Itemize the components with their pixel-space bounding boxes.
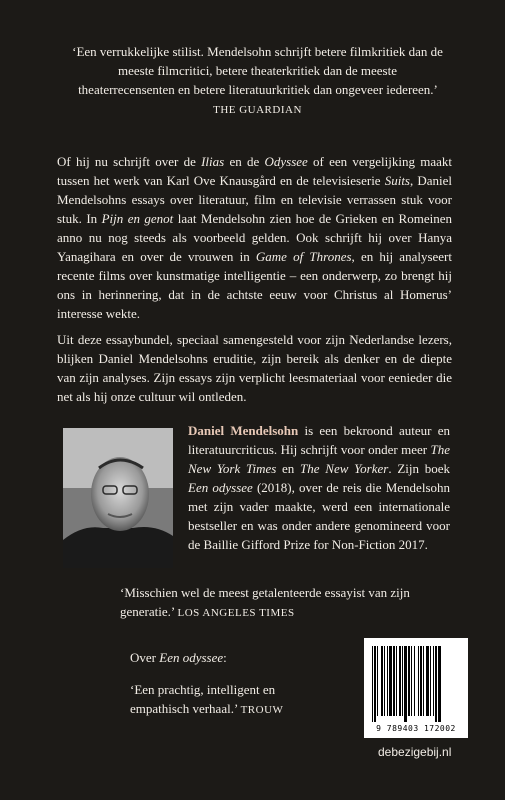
barcode-bars	[370, 646, 462, 722]
p1-text: , en hij analyseert recente films over kunstmatige intelligentie – een onderwerp, zo brengt hij ons in herinnering, dat in de achtste eeuw voor Christus al Homerus’ interesse wekte.	[57, 249, 452, 321]
author-name: Daniel Mendelsohn	[188, 423, 299, 438]
p1-text: Of hij nu schrijft over de	[57, 154, 202, 169]
quote-trouw-source: TROUW	[240, 704, 284, 716]
quote-la-times-source: LOS ANGELES TIMES	[177, 607, 295, 619]
p1-text: en de	[224, 154, 265, 169]
barcode-bar	[399, 646, 401, 716]
barcode-bar	[426, 646, 429, 716]
p1-title-ilias: Ilias	[201, 154, 225, 169]
barcode-bar	[393, 646, 395, 716]
barcode-bar	[396, 646, 397, 716]
odyssee-header-prefix: Over	[130, 650, 160, 665]
barcode-bar	[381, 646, 383, 716]
description-paragraph-1	[57, 152, 452, 323]
barcode-bar	[408, 646, 410, 716]
barcode-bar	[387, 646, 388, 716]
bio-text: is een bekroond auteur en literatuurcriticus. Hij schrijft voor onder meer	[188, 423, 450, 457]
barcode-bar	[418, 646, 419, 716]
barcode-bar	[433, 646, 434, 716]
description-paragraph-2: Uit deze essaybundel, speciaal samengesteld voor zijn Nederlandse lezers, blijken Daniel Mendelsohns eruditie, zijn bereik als denker en de diepte van zijn analyses. Zijn essays zijn verplicht leesmateriaal voor eenieder die net als hij onze cultuur wil ontleden.	[57, 332, 452, 404]
barcode-bar	[377, 646, 378, 716]
p1-title-suits: Suits	[384, 173, 410, 188]
barcode-bar	[384, 646, 385, 716]
author-bio	[188, 421, 450, 554]
quote-la-times-text: ‘Misschien wel de meest getalenteerde essayist van zijn generatie.’	[120, 585, 410, 619]
isbn-barcode	[364, 638, 468, 738]
barcode-bar	[411, 646, 412, 716]
odyssee-header-suffix: :	[223, 650, 227, 665]
bio-text: (2018), over de reis die Mendelsohn met zijn vader maakte, werd een internationale bestseller en was onder andere genomineerd voor de Baillie Gifford Prize for Non-Fiction 2017.	[188, 480, 451, 552]
barcode-bar	[389, 646, 392, 716]
barcode-bar	[420, 646, 422, 716]
isbn-number: 9 789403 172002	[376, 724, 456, 733]
p1-text: , Daniel Mendelsohns essays over literatuur, film en televisie verrassen stuk voor stuk. In	[57, 173, 453, 226]
p1-title-odyssee: Odyssee	[264, 154, 308, 169]
odyssee-header-title: Een odyssee	[159, 650, 224, 665]
top-quote	[70, 42, 445, 120]
barcode-bar	[402, 646, 403, 716]
quote-trouw	[130, 680, 330, 720]
bio-text: . Zijn boek	[388, 461, 450, 476]
author-photo	[63, 428, 173, 568]
odyssee-header	[130, 648, 350, 667]
author-portrait-image	[63, 428, 173, 568]
bio-text: en	[276, 461, 301, 476]
top-quote-source: THE GUARDIAN	[213, 104, 302, 116]
barcode-bar	[414, 646, 415, 716]
p1-title-pijn-en-genot: Pijn en genot	[101, 211, 174, 226]
quote-trouw-text: ‘Een prachtig, intelligent en empathisch verhaal.’	[130, 682, 276, 716]
quote-la-times	[120, 583, 420, 623]
bio-title-new-yorker: The New Yorker	[300, 461, 389, 476]
bio-title-nyt: The New York Times	[188, 442, 450, 476]
barcode-bar	[374, 646, 376, 722]
p1-title-game-of-thrones: Game of Thrones	[255, 249, 352, 264]
barcode-bar	[435, 646, 437, 722]
publisher-url: debezigebij.nl	[378, 745, 452, 759]
p1-text: laat Mendelsohn zien hoe de Grieken en Romeinen anno nu nog steeds als voorbeeld gelden. Ook schrijft hij over Hanya Yanagihara en over de vrouwen in	[57, 211, 452, 264]
bio-title-odyssee: Een odyssee	[188, 480, 253, 495]
barcode-bar	[372, 646, 373, 722]
barcode-bar	[404, 646, 407, 722]
barcode-bar	[438, 646, 441, 722]
barcode-bar	[430, 646, 431, 716]
p1-text: of een vergelijking maakt tussen het werk van Karl Ove Knausgård en de televisieserie	[57, 154, 452, 188]
barcode-bar	[423, 646, 424, 716]
top-quote-text: ‘Een verrukkelijke stilist. Mendelsohn schrijft betere filmkritiek dan de meeste filmcritici, betere theaterkritiek dan de meeste theaterrecensenten en betere literatuurkritiek dan ongeveer iedereen.’	[72, 44, 443, 97]
